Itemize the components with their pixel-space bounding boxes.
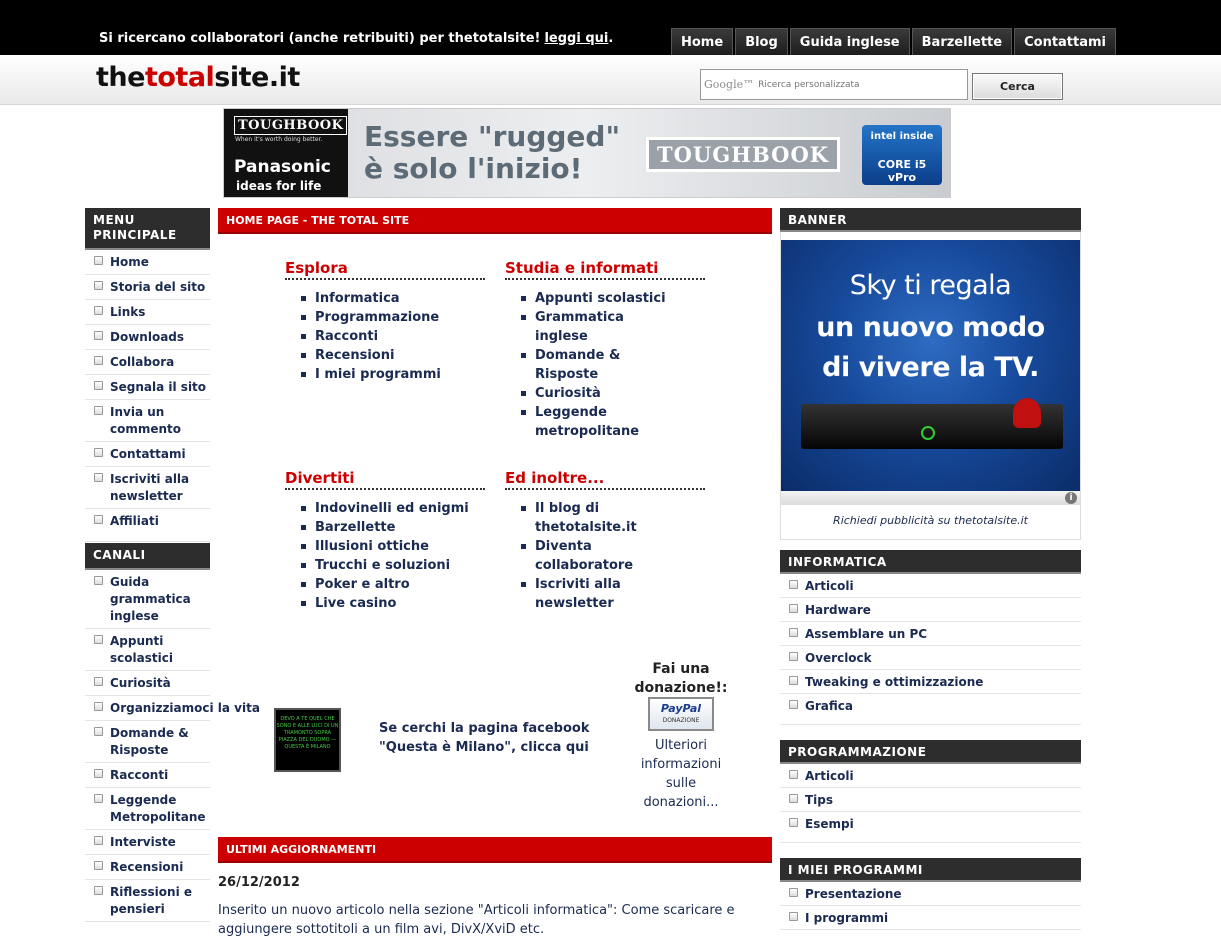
info-item-label: Articoli bbox=[805, 579, 854, 593]
info-item-articoli[interactable] bbox=[780, 574, 1081, 598]
link-racconti[interactable]: Racconti bbox=[301, 327, 485, 346]
site-logo[interactable] bbox=[96, 62, 300, 93]
channel-item-recensioni[interactable] bbox=[85, 855, 210, 880]
ad-brand-panel bbox=[224, 109, 348, 198]
logo-part-the: the bbox=[96, 62, 145, 93]
programmi-box bbox=[780, 858, 1081, 930]
channel-item-interviste[interactable] bbox=[85, 830, 210, 855]
main-menu-title: MENU PRINCIPALE bbox=[85, 208, 210, 250]
nav-barzellette[interactable]: Barzellette bbox=[912, 28, 1012, 55]
donation-title: Fai una donazione!: bbox=[634, 661, 728, 696]
logo-part-site: site.it bbox=[214, 62, 300, 93]
bullet-checkbox-icon bbox=[789, 770, 798, 779]
menu-item-label: Iscriviti alla newsletter bbox=[110, 472, 190, 503]
sky-ad-line1: Sky ti regala bbox=[849, 270, 1012, 301]
inoltre-heading: Ed inoltre... bbox=[505, 469, 705, 490]
studia-list bbox=[521, 289, 671, 441]
programmi-item-label: Presentazione bbox=[805, 887, 902, 901]
channel-item-label: Recensioni bbox=[110, 860, 184, 874]
link-grammatica[interactable]: Grammatica inglese bbox=[521, 308, 671, 346]
nav-contattami[interactable]: Contattami bbox=[1014, 28, 1116, 55]
informatica-box bbox=[780, 550, 1081, 725]
bullet-checkbox-icon bbox=[789, 676, 798, 685]
bullet-checkbox-icon bbox=[789, 652, 798, 661]
nav-blog[interactable]: Blog bbox=[735, 28, 788, 55]
channel-item-leggende[interactable] bbox=[85, 788, 210, 830]
ad-footer-bar bbox=[781, 491, 1080, 505]
programmazione-title: PROGRAMMAZIONE bbox=[780, 740, 1081, 764]
ad-slogan bbox=[364, 121, 620, 185]
link-illusioni[interactable]: Illusioni ottiche bbox=[301, 537, 471, 556]
toughbook-ad-banner[interactable] bbox=[223, 108, 951, 198]
channel-item-racconti[interactable] bbox=[85, 763, 210, 788]
main-menu-box bbox=[85, 208, 210, 542]
link-trucchi[interactable]: Trucchi e soluzioni bbox=[301, 556, 471, 575]
banner-title: BANNER bbox=[780, 208, 1081, 232]
menu-item-downloads[interactable] bbox=[85, 325, 210, 350]
link-appunti[interactable]: Appunti scolastici bbox=[521, 289, 671, 308]
bullet-checkbox-icon bbox=[789, 818, 798, 827]
info-item-hardware[interactable] bbox=[780, 598, 1081, 622]
prog-item-esempi[interactable] bbox=[780, 812, 1081, 843]
link-poker[interactable]: Poker e altro bbox=[301, 575, 471, 594]
bullet-checkbox-icon bbox=[94, 794, 103, 803]
programmi-item-programmi[interactable] bbox=[780, 906, 1081, 930]
menu-item-label: Affiliati bbox=[110, 514, 159, 528]
menu-item-links[interactable] bbox=[85, 300, 210, 325]
prog-item-articoli[interactable] bbox=[780, 764, 1081, 788]
channel-item-riflessioni[interactable] bbox=[85, 880, 210, 922]
search-button[interactable]: Cerca bbox=[972, 73, 1063, 100]
ad-product-logo: TOUGHBOOK bbox=[646, 137, 840, 172]
info-item-label: Tweaking e ottimizzazione bbox=[805, 675, 984, 689]
programmi-item-presentazione[interactable] bbox=[780, 882, 1081, 906]
request-ad-link[interactable]: Richiedi pubblicità su thetotalsite.it bbox=[833, 514, 1028, 527]
esplora-list bbox=[301, 289, 485, 384]
nav-guida-inglese[interactable]: Guida inglese bbox=[790, 28, 910, 55]
menu-item-label: Storia del sito bbox=[110, 280, 206, 294]
sky-ad-line3: di vivere la TV. bbox=[822, 352, 1039, 383]
menu-item-newsletter[interactable] bbox=[85, 467, 210, 509]
bullet-checkbox-icon bbox=[789, 580, 798, 589]
banner-header-box bbox=[780, 208, 1081, 232]
link-recensioni[interactable]: Recensioni bbox=[301, 346, 485, 365]
ad-info-icon[interactable]: i bbox=[1065, 492, 1077, 504]
info-item-label: Grafica bbox=[805, 699, 853, 713]
programmi-item-label: I programmi bbox=[805, 911, 889, 925]
bullet-checkbox-icon bbox=[94, 306, 103, 315]
info-item-assemblare[interactable] bbox=[780, 622, 1081, 646]
questa-e-milano-image[interactable]: DEVO A TE QUEL CHE SONO E ALLE LUCI DI UN TRAMONTO SOPRA PIAZZA DEL DUOMO — QUESTA È MILANO bbox=[274, 708, 341, 772]
menu-item-label: Invia un commento bbox=[110, 405, 182, 436]
bullet-checkbox-icon bbox=[789, 888, 798, 897]
menu-item-label: Segnala il sito bbox=[110, 380, 207, 394]
link-informatica[interactable]: Informatica bbox=[301, 289, 485, 308]
channel-item-label: Riflessioni e pensieri bbox=[110, 885, 193, 916]
bullet-checkbox-icon bbox=[789, 912, 798, 921]
bullet-checkbox-icon bbox=[94, 861, 103, 870]
bullet-checkbox-icon bbox=[94, 769, 103, 778]
menu-item-home[interactable] bbox=[85, 250, 210, 275]
top-nav bbox=[671, 28, 1118, 55]
menu-item-label: Home bbox=[110, 255, 149, 269]
bullet-checkbox-icon bbox=[94, 886, 103, 895]
prog-item-tips[interactable] bbox=[780, 788, 1081, 812]
recruit-text: Si ricercano collaboratori (anche retribuiti) per thetotalsite! bbox=[99, 31, 541, 46]
menu-item-label: Collabora bbox=[110, 355, 175, 369]
menu-item-contattami[interactable] bbox=[85, 442, 210, 467]
bullet-checkbox-icon bbox=[94, 473, 103, 482]
sky-decoder-light-icon bbox=[921, 426, 935, 440]
menu-item-segnala[interactable] bbox=[85, 375, 210, 400]
channel-item-label: Racconti bbox=[110, 768, 169, 782]
divertiti-list bbox=[301, 499, 471, 613]
update-text[interactable]: Inserito un nuovo articolo nella sezione "Articoli informatica": Come scaricare e aggiungere sottotitoli a un film avi, DivX/XviD etc. bbox=[218, 903, 735, 937]
menu-item-label: Contattami bbox=[110, 447, 186, 461]
bullet-checkbox-icon bbox=[94, 356, 103, 365]
paypal-logo: PayPal bbox=[660, 702, 702, 715]
site-header bbox=[0, 55, 1221, 105]
gift-ribbon-icon bbox=[1013, 398, 1041, 428]
recruit-end: . bbox=[608, 31, 614, 46]
updates-title: ULTIMI AGGIORNAMENTI bbox=[218, 837, 772, 863]
info-item-label: Assemblare un PC bbox=[805, 627, 928, 641]
bullet-checkbox-icon bbox=[94, 281, 103, 290]
link-indovinelli[interactable]: Indovinelli ed enigmi bbox=[301, 499, 471, 518]
info-item-tweaking[interactable] bbox=[780, 670, 1081, 694]
bullet-checkbox-icon bbox=[94, 727, 103, 736]
ad-panasonic-logo: Panasonic bbox=[234, 157, 331, 177]
channel-item-label: Domande & Risposte bbox=[110, 726, 189, 757]
menu-item-storia[interactable] bbox=[85, 275, 210, 300]
info-item-grafica[interactable] bbox=[780, 694, 1081, 725]
bullet-checkbox-icon bbox=[94, 702, 103, 711]
menu-item-label: Downloads bbox=[110, 330, 185, 344]
link-barzellette[interactable]: Barzellette bbox=[301, 518, 471, 537]
inoltre-list bbox=[521, 499, 661, 613]
channel-item-grammatica[interactable] bbox=[85, 570, 210, 629]
channel-item-appunti[interactable] bbox=[85, 629, 210, 671]
paypal-donate-button[interactable] bbox=[648, 697, 714, 731]
channel-item-organizziamoci[interactable] bbox=[85, 696, 260, 721]
link-iscriviti[interactable]: Iscriviti alla newsletter bbox=[521, 575, 661, 613]
bullet-checkbox-icon bbox=[789, 604, 798, 613]
bullet-checkbox-icon bbox=[94, 836, 103, 845]
logo-part-total: total bbox=[144, 62, 215, 93]
ad-slogan-line1: Essere "rugged" bbox=[364, 120, 621, 153]
link-collaboratore[interactable]: Diventa collaboratore bbox=[521, 537, 661, 575]
menu-item-commento[interactable] bbox=[85, 400, 210, 442]
channels-title: CANALI bbox=[85, 543, 210, 570]
paypal-sub: DONAZIONE bbox=[662, 717, 700, 724]
link-blog[interactable]: Il blog di thetotalsite.it bbox=[521, 499, 661, 537]
prog-item-label: Esempi bbox=[805, 817, 854, 831]
section-esplora bbox=[285, 259, 485, 384]
channel-item-label: Guida grammatica inglese bbox=[110, 575, 191, 623]
search-field[interactable] bbox=[700, 69, 968, 100]
bullet-checkbox-icon bbox=[789, 794, 798, 803]
bullet-checkbox-icon bbox=[789, 700, 798, 709]
channel-item-domande[interactable] bbox=[85, 721, 210, 763]
info-item-label: Overclock bbox=[805, 651, 872, 665]
ad-toughbook-tagline: When it's worth doing better. bbox=[235, 136, 323, 143]
bullet-checkbox-icon bbox=[94, 635, 103, 644]
link-programmazione[interactable]: Programmazione bbox=[301, 308, 485, 327]
section-divertiti bbox=[285, 469, 485, 613]
channel-item-label: Organizziamoci la vita bbox=[110, 701, 260, 715]
bullet-checkbox-icon bbox=[94, 515, 103, 524]
intel-badge-icon bbox=[862, 125, 942, 185]
section-studia bbox=[505, 259, 705, 441]
bullet-checkbox-icon bbox=[94, 381, 103, 390]
bullet-checkbox-icon bbox=[789, 628, 798, 637]
channel-item-curiosita[interactable] bbox=[85, 671, 210, 696]
bullet-checkbox-icon bbox=[94, 448, 103, 457]
channel-item-label: Leggende Metropolitane bbox=[110, 793, 206, 824]
bullet-checkbox-icon bbox=[94, 677, 103, 686]
link-domande[interactable]: Domande & Risposte bbox=[521, 346, 671, 384]
recruit-link[interactable]: leggi qui bbox=[544, 31, 609, 46]
recruit-banner bbox=[99, 31, 613, 46]
update-date: 26/12/2012 bbox=[218, 875, 300, 890]
donation-info-link[interactable]: Ulteriori informazioni sulle donazioni... bbox=[640, 738, 722, 810]
section-inoltre bbox=[505, 469, 705, 613]
search-input[interactable] bbox=[758, 80, 958, 90]
menu-item-affiliati[interactable] bbox=[85, 509, 210, 542]
link-curiosita[interactable]: Curiosità bbox=[521, 384, 671, 403]
bullet-checkbox-icon bbox=[94, 576, 103, 585]
nav-home[interactable]: Home bbox=[671, 28, 733, 55]
bullet-checkbox-icon bbox=[94, 256, 103, 265]
divertiti-heading: Divertiti bbox=[285, 469, 485, 490]
bullet-checkbox-icon bbox=[94, 331, 103, 340]
menu-item-collabora[interactable] bbox=[85, 350, 210, 375]
top-bar bbox=[0, 0, 1221, 55]
link-miei-programmi[interactable]: I miei programmi bbox=[301, 365, 485, 384]
link-leggende[interactable]: Leggende metropolitane bbox=[521, 403, 671, 441]
menu-item-label: Links bbox=[110, 305, 146, 319]
prog-item-label: Tips bbox=[805, 793, 834, 807]
updates-section bbox=[218, 837, 772, 863]
link-live-casino[interactable]: Live casino bbox=[301, 594, 471, 613]
main-content bbox=[218, 208, 772, 234]
sky-ad-line2: un nuovo modo bbox=[816, 312, 1045, 343]
info-item-overclock[interactable] bbox=[780, 646, 1081, 670]
ad-panasonic-tagline: ideas for life bbox=[236, 179, 322, 193]
google-logo: Google™ bbox=[704, 78, 755, 91]
channel-item-label: Curiosità bbox=[110, 676, 171, 690]
studia-heading: Studia e informati bbox=[505, 259, 705, 280]
ad-slogan-line2: è solo l'inizio! bbox=[364, 152, 583, 185]
sky-ad[interactable] bbox=[781, 240, 1080, 491]
facebook-link[interactable]: Se cerchi la pagina facebook "Questa è Milano", clicca qui bbox=[379, 721, 590, 755]
esplora-heading: Esplora bbox=[285, 259, 485, 280]
prog-item-label: Articoli bbox=[805, 769, 854, 783]
intel-badge-top: intel inside bbox=[870, 131, 934, 142]
programmi-title: I MIEI PROGRAMMI bbox=[780, 858, 1081, 882]
info-item-label: Hardware bbox=[805, 603, 871, 617]
ad-toughbook-logo: TOUGHBOOK bbox=[234, 116, 347, 135]
informatica-title: INFORMATICA bbox=[780, 550, 1081, 574]
bullet-checkbox-icon bbox=[94, 406, 103, 415]
programmazione-box bbox=[780, 740, 1081, 843]
home-page-title: HOME PAGE - THE TOTAL SITE bbox=[218, 208, 772, 234]
channel-item-label: Interviste bbox=[110, 835, 176, 849]
channel-item-label: Appunti scolastici bbox=[110, 634, 173, 665]
intel-badge-core: CORE i5 vPro bbox=[877, 158, 927, 184]
